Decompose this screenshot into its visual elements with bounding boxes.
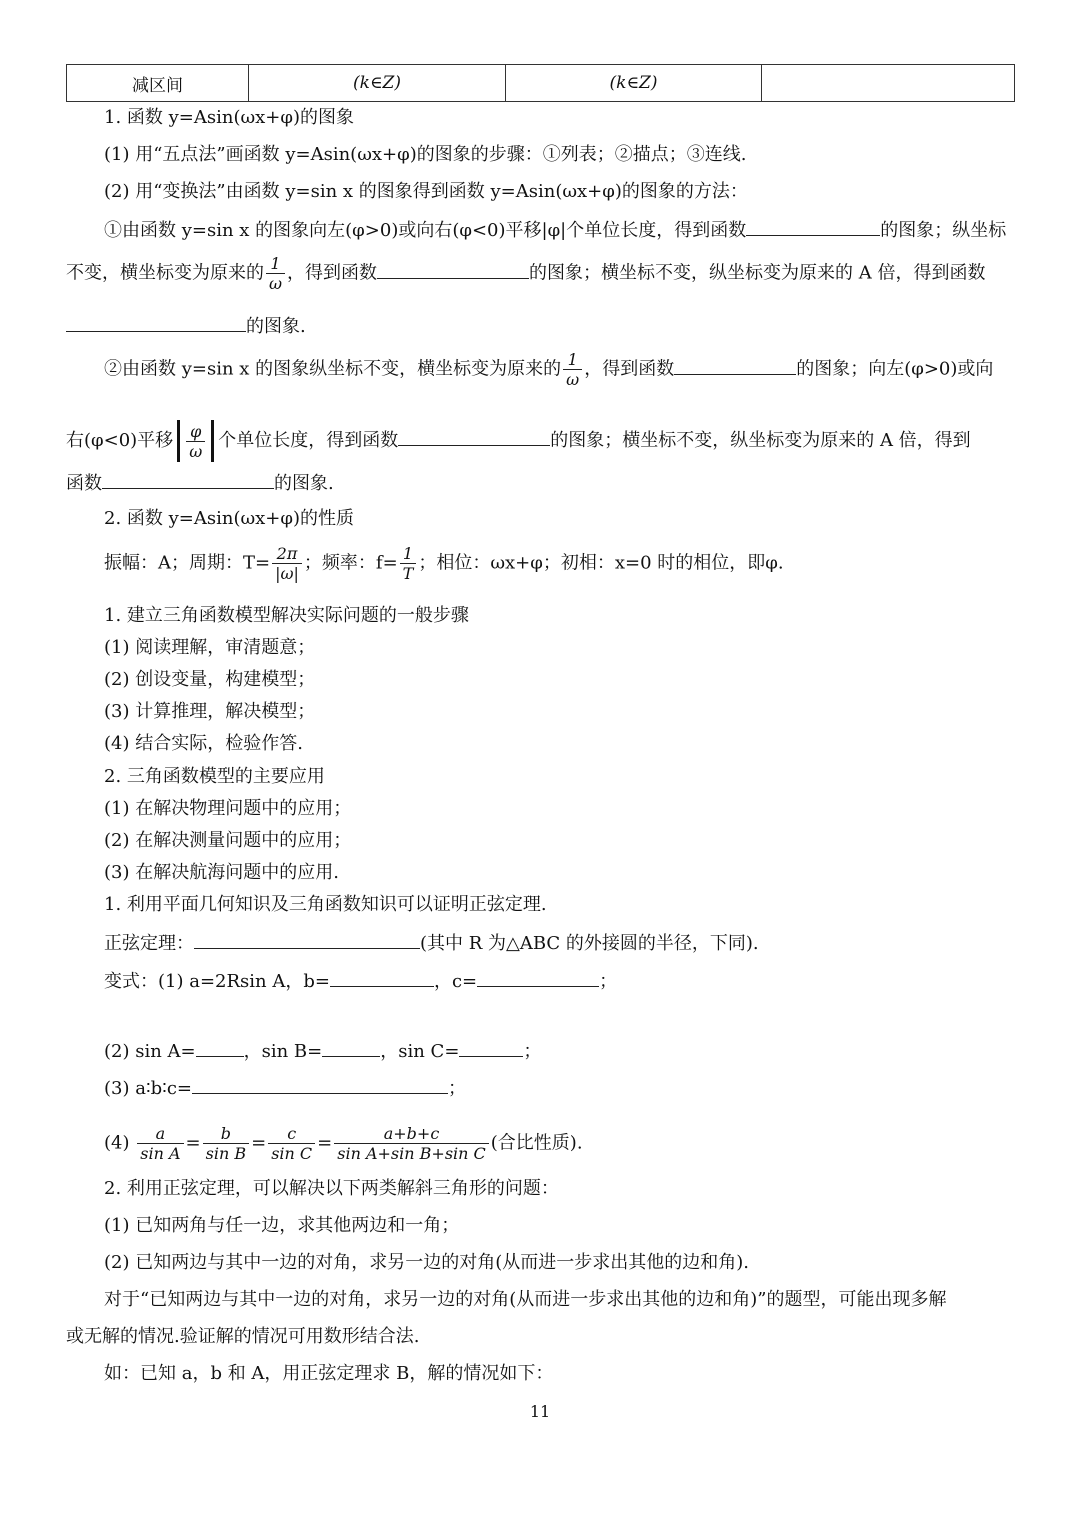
fill-blank [192, 1075, 448, 1094]
fill-blank [330, 968, 434, 987]
properties-line [104, 544, 784, 583]
fill-blank [459, 1038, 523, 1057]
text: ；相位：ωx+φ；初相：x=0 时的相位，即φ. [418, 552, 784, 574]
text: ； [448, 1078, 467, 1099]
law-of-sines-line [104, 930, 759, 956]
text: 函数 [66, 473, 102, 494]
fill-blank [66, 313, 246, 332]
text: ②由函数 y=sin x 的图象纵坐标不变，横坐标变为原来的 [104, 358, 562, 380]
paragraph: (1) 用“五点法”画函数 y=Asin(ωx+φ)的图象的步骤：①列表；②描点；③连线. [104, 144, 747, 165]
denominator: ω [186, 441, 205, 461]
text: ；频率：f= [303, 552, 398, 574]
fill-blank [322, 1038, 380, 1057]
page-number: 11 [529, 1402, 551, 1421]
fraction-b-over-sinB [203, 1124, 249, 1163]
abs-bar-left [177, 420, 180, 462]
list-item: (2) 创设变量，构建模型； [104, 669, 316, 690]
fraction-1-over-omega [266, 254, 285, 293]
fill-blank [477, 968, 599, 987]
fill-blank [194, 930, 420, 949]
text: (合比性质). [490, 1132, 583, 1154]
table-cell [762, 65, 1015, 102]
fraction-1-over-omega [563, 350, 582, 389]
text: 振幅：A；周期：T= [104, 552, 271, 574]
fill-blank [196, 1038, 244, 1057]
list-item: (1) 在解决物理问题中的应用； [104, 798, 352, 819]
section-heading: 1. 建立三角函数模型解决实际问题的一般步骤 [104, 605, 469, 626]
text: (其中 R 为△ABC 的外接圆的半径，下同). [420, 933, 759, 954]
text: 的图象. [246, 316, 306, 337]
variant-1 [104, 968, 617, 994]
fill-blank [746, 217, 880, 236]
text: ，sin B= [243, 1041, 323, 1062]
numerator: φ [190, 421, 202, 441]
text: ，c= [433, 971, 478, 992]
text: ； [523, 1041, 542, 1062]
list-item: (2) 在解决测量问题中的应用； [104, 830, 352, 851]
text: ，得到函数 [287, 262, 378, 284]
paragraph: 或无解的情况.验证解的情况可用数形结合法. [66, 1326, 420, 1347]
fraction-sum [334, 1124, 489, 1163]
numerator: 1 [402, 544, 414, 563]
section-heading: 2. 函数 y=Asin(ωx+φ)的性质 [104, 508, 355, 529]
method-2-line-2 [66, 420, 971, 462]
numerator: a [155, 1124, 166, 1143]
variant-2 [104, 1038, 541, 1064]
text: 的图象. [274, 473, 334, 494]
property-table [66, 64, 1015, 102]
text: 变式：(1) a=2Rsin A，b= [104, 971, 330, 992]
fill-blank [377, 260, 529, 279]
section-heading: 2. 利用正弦定理，可以解决以下两类解斜三角形的问题： [104, 1178, 559, 1199]
fraction-a-over-sinA [137, 1124, 183, 1163]
fill-blank [398, 427, 550, 446]
section-heading: 2. 三角函数模型的主要应用 [104, 766, 325, 787]
text: ①由函数 y=sin x 的图象向左(φ>0)或向右(φ<0)平移|φ|个单位长度，得到函数 [104, 220, 747, 241]
fill-blank [674, 356, 796, 375]
denominator: sin C [268, 1143, 315, 1163]
denominator: ω [266, 273, 285, 293]
method-1-line-1 [104, 217, 1006, 243]
variant-3 [104, 1075, 466, 1101]
text: 的图象；向左(φ>0)或向 [796, 358, 994, 380]
fraction-c-over-sinC [268, 1124, 315, 1163]
method-2-line-1 [104, 350, 993, 389]
variant-4 [104, 1124, 583, 1163]
text: ，sin C= [380, 1041, 460, 1062]
list-item: (3) 计算推理，解决模型； [104, 701, 316, 722]
list-item: (1) 阅读理解，审清题意； [104, 637, 316, 658]
text: 右(φ<0)平移 [66, 430, 174, 451]
list-item: (1) 已知两角与任一边，求其他两边和一角； [104, 1215, 460, 1236]
fraction-phi-over-omega [186, 422, 205, 461]
abs-bar-right [211, 420, 214, 462]
text: ； [599, 971, 618, 992]
text: (2) sin A= [104, 1041, 196, 1062]
text: 的图象；横坐标不变，纵坐标变为原来的 A 倍，得到 [550, 430, 971, 451]
text: 个单位长度，得到函数 [218, 430, 399, 451]
text: 的图象；横坐标不变，纵坐标变为原来的 A 倍，得到函数 [529, 262, 986, 284]
numerator: 1 [270, 254, 281, 273]
text: ，得到函数 [584, 358, 675, 380]
section-heading: 1. 函数 y=Asin(ωx+φ)的图象 [104, 107, 355, 128]
table-cell-label: 减区间 [67, 65, 249, 102]
denominator: T [400, 563, 417, 583]
method-1-line-3 [66, 313, 306, 339]
numerator: 2π [276, 544, 298, 563]
paragraph: 对于“已知两边与其中一边的对角，求另一边的对角(从而进一步求出其他的边和角)”的题型，可能出现多解 [104, 1289, 947, 1310]
denominator: sin A [137, 1143, 183, 1163]
equals: = [185, 1132, 201, 1154]
fraction-period [272, 544, 302, 583]
numerator: b [220, 1124, 231, 1143]
table-row [67, 65, 1015, 102]
numerator: c [287, 1124, 297, 1143]
numerator: 1 [567, 350, 578, 369]
denominator: ω [563, 369, 582, 389]
list-item: (3) 在解决航海问题中的应用. [104, 862, 339, 883]
table-cell: (k∈Z) [249, 65, 506, 102]
table-cell: (k∈Z) [506, 65, 762, 102]
denominator: sin A+sin B+sin C [334, 1143, 489, 1163]
label: (4) [104, 1132, 130, 1154]
method-1-line-2 [66, 254, 986, 293]
text: 不变，横坐标变为原来的 [66, 262, 264, 284]
paragraph: (2) 用“变换法”由函数 y=sin x 的图象得到函数 y=Asin(ωx+φ)的图象的方法： [104, 181, 748, 202]
text: 的图象；纵坐标 [880, 220, 1007, 241]
text: 正弦定理： [104, 933, 194, 954]
list-item: (4) 结合实际，检验作答. [104, 733, 303, 754]
numerator: a+b+c [383, 1124, 440, 1143]
fill-blank [102, 470, 274, 489]
method-2-line-3 [66, 470, 334, 496]
section-heading: 1. 利用平面几何知识及三角函数知识可以证明正弦定理. [104, 894, 547, 915]
denominator: sin B [203, 1143, 249, 1163]
list-item: (2) 已知两边与其中一边的对角，求另一边的对角(从而进一步求出其他的边和角). [104, 1252, 749, 1273]
paragraph: 如：已知 a，b 和 A，用正弦定理求 B，解的情况如下： [104, 1363, 554, 1384]
denominator: |ω| [272, 563, 302, 583]
fraction-frequency [400, 544, 417, 583]
equals: = [317, 1132, 333, 1154]
equals: = [251, 1132, 267, 1154]
text: (3) a∶b∶c= [104, 1078, 193, 1099]
